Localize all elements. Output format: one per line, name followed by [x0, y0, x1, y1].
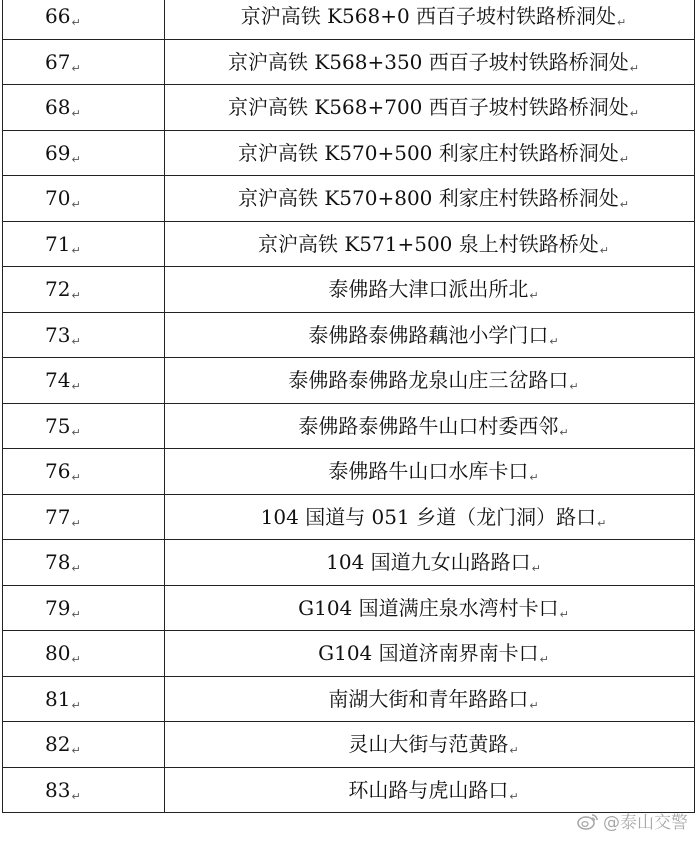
- paragraph-mark: ↵: [71, 562, 81, 576]
- location-text: 京沪高铁 K568+700 西百子坡村铁路桥洞处: [228, 95, 629, 120]
- paragraph-mark: ↵: [71, 198, 81, 212]
- row-number: 80: [45, 641, 71, 666]
- location-cell: [165, 540, 695, 586]
- table-row: [3, 494, 695, 540]
- location-cell: [165, 176, 695, 222]
- table-row: [3, 221, 695, 267]
- row-number-cell: [3, 85, 165, 131]
- paragraph-mark: ↵: [619, 198, 629, 212]
- location-text: 京沪高铁 K570+800 利家庄村铁路桥洞处: [238, 186, 619, 211]
- location-cell: [165, 494, 695, 540]
- location-text: 京沪高铁 K568+350 西百子坡村铁路桥洞处: [228, 49, 629, 74]
- paragraph-mark: ↵: [71, 107, 81, 121]
- paragraph-mark: ↵: [71, 380, 81, 394]
- location-text: 环山路与虎山路口: [348, 777, 509, 802]
- table-row: [3, 130, 695, 176]
- paragraph-mark: ↵: [71, 425, 81, 439]
- paragraph-mark: ↵: [71, 16, 81, 30]
- paragraph-mark: ↵: [71, 744, 81, 758]
- row-number: 72: [45, 277, 71, 302]
- row-number-cell: [3, 449, 165, 495]
- row-number-cell: [3, 221, 165, 267]
- row-number-cell: [3, 130, 165, 176]
- location-text: 泰佛路泰佛路藕池小学门口: [308, 322, 549, 347]
- location-cell: [165, 403, 695, 449]
- row-number: 79: [45, 595, 71, 620]
- location-cell: [165, 221, 695, 267]
- paragraph-mark: ↵: [71, 152, 81, 166]
- table-row: [3, 85, 695, 131]
- paragraph-mark: ↵: [529, 289, 539, 303]
- table-row: [3, 0, 695, 39]
- row-number: 83: [45, 777, 71, 802]
- paragraph-mark: ↵: [539, 653, 549, 667]
- row-number-cell: [3, 312, 165, 358]
- paragraph-mark: ↵: [71, 698, 81, 712]
- paragraph-mark: ↵: [509, 789, 519, 803]
- paragraph-mark: ↵: [597, 516, 607, 530]
- row-number: 67: [45, 49, 71, 74]
- location-cell: [165, 267, 695, 313]
- location-cell: [165, 312, 695, 358]
- table-row: [3, 449, 695, 495]
- location-text: 泰佛路牛山口水库卡口: [328, 459, 529, 484]
- paragraph-mark: ↵: [529, 471, 539, 485]
- paragraph-mark: ↵: [569, 380, 579, 394]
- paragraph-mark: ↵: [531, 562, 541, 576]
- row-number-cell: [3, 494, 165, 540]
- location-cell: [165, 85, 695, 131]
- row-number: 71: [45, 231, 71, 256]
- location-text: G104 国道满庄泉水湾村卡口: [298, 595, 559, 620]
- location-text: 泰佛路大津口派出所北: [328, 277, 529, 302]
- location-text: 泰佛路泰佛路龙泉山庄三岔路口: [288, 368, 569, 393]
- row-number-cell: [3, 676, 165, 722]
- table-row: [3, 585, 695, 631]
- table-row: [3, 176, 695, 222]
- table-row: [3, 676, 695, 722]
- watermark-text: @泰山交警: [603, 813, 688, 833]
- row-number-cell: [3, 358, 165, 404]
- row-number-cell: [3, 767, 165, 813]
- row-number: 70: [45, 186, 71, 211]
- row-number: 73: [45, 322, 71, 347]
- paragraph-mark: ↵: [617, 16, 627, 30]
- row-number: 78: [45, 550, 71, 575]
- location-text: 104 国道与 051 乡道（龙门洞）路口: [260, 504, 597, 529]
- location-cell: [165, 39, 695, 85]
- paragraph-mark: ↵: [599, 243, 609, 257]
- location-cell: [165, 676, 695, 722]
- paragraph-mark: ↵: [529, 698, 539, 712]
- paragraph-mark: ↵: [71, 289, 81, 303]
- row-number-cell: [3, 540, 165, 586]
- table-row: [3, 767, 695, 813]
- location-cell: [165, 767, 695, 813]
- paragraph-mark: ↵: [71, 653, 81, 667]
- paragraph-mark: ↵: [71, 334, 81, 348]
- paragraph-mark: ↵: [71, 243, 81, 257]
- row-number: 66: [45, 4, 71, 29]
- location-text: 京沪高铁 K570+500 利家庄村铁路桥洞处: [238, 140, 619, 165]
- table-row: [3, 39, 695, 85]
- table-row: [3, 722, 695, 768]
- location-cell: [165, 0, 695, 39]
- paragraph-mark: ↵: [509, 744, 519, 758]
- paragraph-mark: ↵: [71, 607, 81, 621]
- location-text: G104 国道济南界南卡口: [318, 641, 539, 666]
- table-row: [3, 358, 695, 404]
- paragraph-mark: ↵: [629, 61, 639, 75]
- row-number: 75: [45, 413, 71, 438]
- row-number: 69: [45, 140, 71, 165]
- table-row: [3, 403, 695, 449]
- paragraph-mark: ↵: [559, 607, 569, 621]
- paragraph-mark: ↵: [71, 516, 81, 530]
- row-number: 76: [45, 459, 71, 484]
- row-number-cell: [3, 722, 165, 768]
- location-text: 泰佛路泰佛路牛山口村委西邻: [298, 413, 559, 438]
- location-cell: [165, 722, 695, 768]
- location-cell: [165, 358, 695, 404]
- row-number: 77: [45, 504, 71, 529]
- location-text: 104 国道九女山路路口: [326, 550, 531, 575]
- location-cell: [165, 631, 695, 677]
- table-row: [3, 312, 695, 358]
- paragraph-mark: ↵: [629, 107, 639, 121]
- paragraph-mark: ↵: [549, 334, 559, 348]
- paragraph-mark: ↵: [619, 152, 629, 166]
- row-number: 74: [45, 368, 71, 393]
- location-cell: [165, 449, 695, 495]
- table-row: [3, 540, 695, 586]
- row-number: 81: [45, 686, 71, 711]
- paragraph-mark: ↵: [71, 61, 81, 75]
- row-number-cell: [3, 585, 165, 631]
- weibo-icon: [577, 812, 599, 830]
- location-table-body: [3, 0, 695, 813]
- row-number: 68: [45, 95, 71, 120]
- location-text: 京沪高铁 K568+0 西百子坡村铁路桥洞处: [240, 4, 617, 29]
- row-number-cell: [3, 176, 165, 222]
- paragraph-mark: ↵: [71, 789, 81, 803]
- location-text: 南湖大街和青年路路口: [328, 686, 529, 711]
- location-text: 灵山大街与范黄路: [348, 732, 509, 757]
- row-number-cell: [3, 0, 165, 39]
- row-number-cell: [3, 631, 165, 677]
- location-cell: [165, 585, 695, 631]
- location-table: [2, 0, 695, 813]
- paragraph-mark: ↵: [71, 471, 81, 485]
- row-number-cell: [3, 403, 165, 449]
- location-text: 京沪高铁 K571+500 泉上村铁路桥处: [258, 231, 599, 256]
- row-number-cell: [3, 267, 165, 313]
- table-row: [3, 631, 695, 677]
- paragraph-mark: ↵: [559, 425, 569, 439]
- row-number: 82: [45, 732, 71, 757]
- table-row: [3, 267, 695, 313]
- row-number-cell: [3, 39, 165, 85]
- location-cell: [165, 130, 695, 176]
